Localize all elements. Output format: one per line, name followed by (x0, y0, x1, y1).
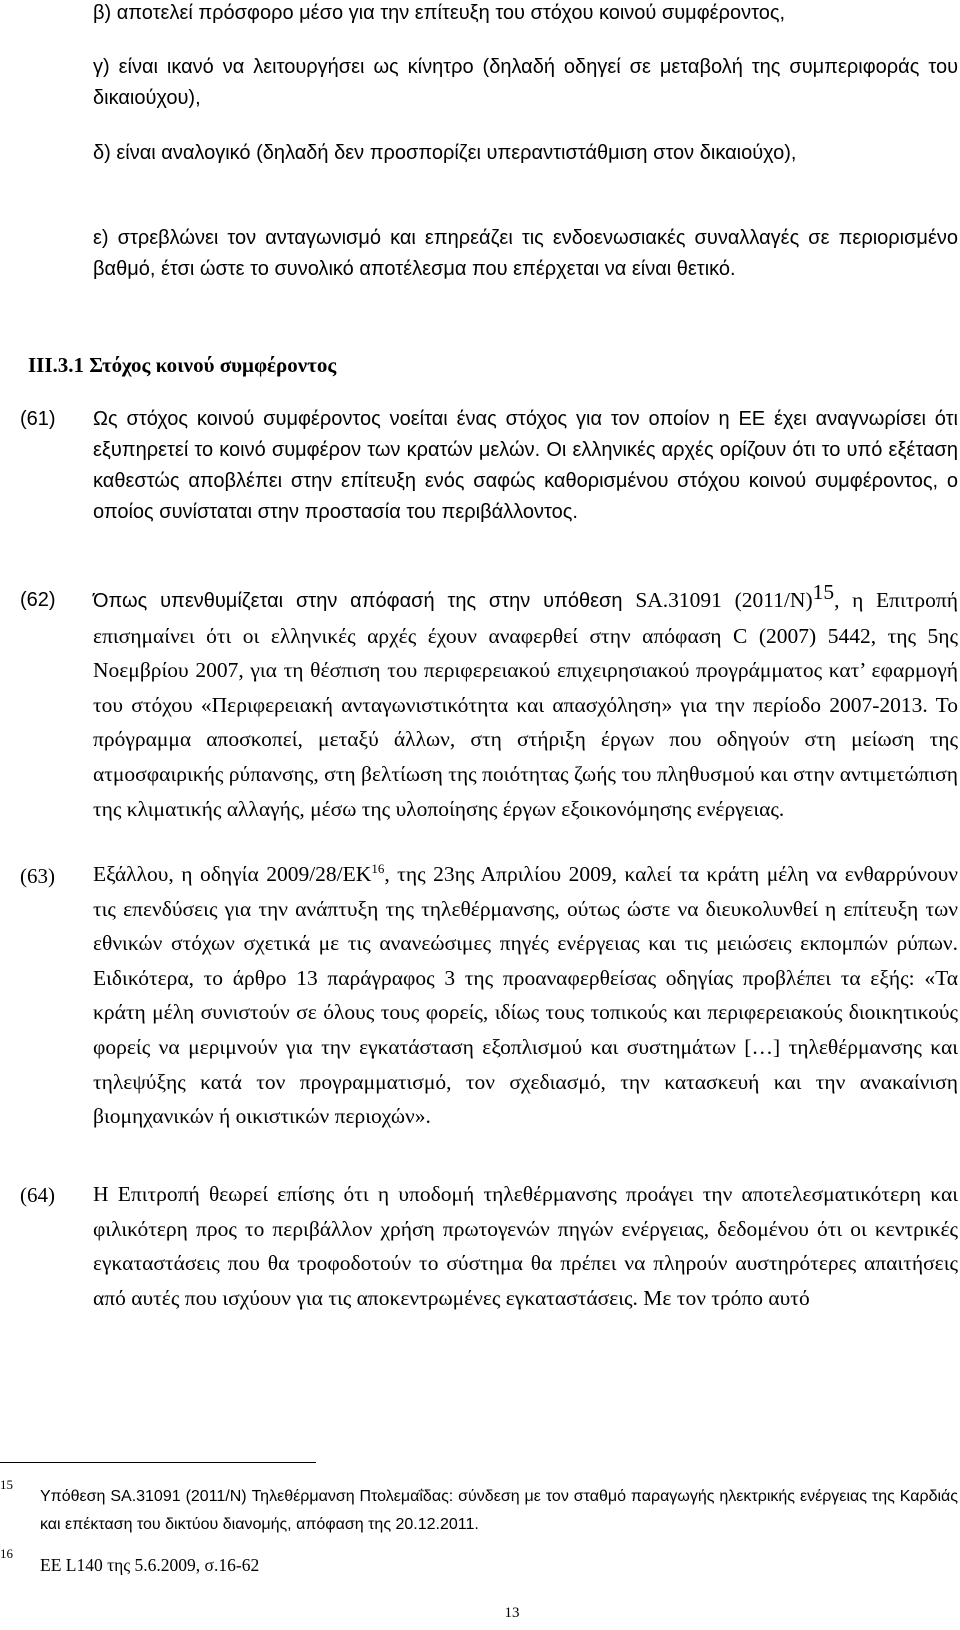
paragraph-61: Ως στόχος κοινού συμφέροντος νοείται ένας στόχος για τον οποίον η ΕΕ έχει αναγνωρίσει ότι εξυπηρετεί το κοινό συμφέρον των κρατών μελών. Οι ελληνικές αρχές ορίζουν ότι το υπό εξέταση καθεστώς αποβλέπει στην επίτευξη ενός σαφώς καθορισμένου στόχου κοινού συμφέροντος, ο οποίος συνίσταται στην προστασία του περιβάλλοντος. (93, 408, 958, 523)
paragraph-63-body: , της 23ης Απριλίου 2009, καλεί τα κράτη μέλη να ενθαρρύνουν τις επενδύσεις για την ανάπτυξη της τηλεθέρμανσης, ούτως ώστε να διευκολυνθεί η επίτευξη των εθνικών στόχων σχετικά με τις ανανεώσιμες πηγές ενέργειας και τις μειώσεις εκπομπών ρύπων. Ειδικότερα, το άρθρο 13 παράγραφος 3 της προαναφερθείσας οδηγίας προβλέπει τα εξής: «Τα κράτη μέλη συνιστούν σε όλους τους φορείς, ιδίως τους τοπικούς και περιφερειακούς διοικητικούς φορείς να μεριμνούν για την εγκατάσταση εξοπλισμού και συστημάτων […] τηλεθέρμανσης και τηλεψύξης κατά τον προγραμματισμό, τον σχεδιασμό, την κατασκευή και την ανακαίνιση βιομηχανικών ή οικιστικών περιοχών». (93, 862, 958, 1129)
paragraph-63 (93, 857, 958, 1134)
criterion-c: γ) είναι ικανό να λειτουργήσει ως κίνητρο (δηλαδή οδηγεί σε μεταβολή της συμπεριφοράς του δικαιούχου), (93, 56, 958, 109)
footnote-separator (0, 1462, 316, 1463)
paragraph-62-intro: Όπως υπενθυμίζεται στην απόφασή της στην υπόθεση (93, 590, 636, 612)
footnote-16 (40, 1552, 958, 1579)
paragraph-63-intro: Εξάλλου, η οδηγία 2009/28/ΕΚ (93, 862, 372, 886)
footnote-15-date: 20.12.2011. (395, 1516, 479, 1533)
footnote-15-description: Τηλεθέρμανση Πτολεμαΐδας: σύνδεση με τον σταθμό παραγωγής ηλεκτρικής ενέργειας της Καρδιάς και επέκταση του δικτύου διανομής, απόφαση της (40, 1488, 959, 1533)
paragraph-number-64: (64) (20, 1183, 55, 1207)
footnote-ref-15[interactable]: 15 (812, 579, 835, 604)
footnote-ref-16[interactable]: 16 (371, 860, 385, 876)
footnote-15-case: Υπόθεση SA.31091 (2011/N) (40, 1488, 252, 1505)
paragraph-64: Η Επιτροπή θεωρεί επίσης ότι η υποδομή τηλεθέρμανσης προάγει την αποτελεσματικότερη και φιλικότερη προς το περιβάλλον χρήση πρωτογενών πηγών ενέργειας, δεδομένου ότι οι κεντρικές εγκαταστάσεις που θα τροφοδοτούν το σύστημα θα πρέπει να πληρούν αυστηρότερες απαιτήσεις από αυτές που ισχύουν για τις αποκεντρωμένες εγκαταστάσεις. Με τον τρόπο αυτό (93, 1182, 958, 1310)
paragraph-62-body: , η Επιτροπή επισημαίνει ότι οι ελληνικές αρχές έχουν αναφερθεί στην απόφαση C (2007) 5442, της 5ης Νοεμβρίου 2007, για τη θέσπιση του περιφερειακού επιχειρησιακού προγράμματος κατ’ εφαρμογή του στόχου «Περιφερειακή ανταγωνιστικότητα και απασχόληση» για την περίοδο 2007-2013. Το πρόγραμμα αποσκοπεί, μεταξύ άλλων, στη στήριξη έργων που οδηγούν στη μείωση της ατμοσφαιρικής ρύπανσης, στη βελτίωση της ποιότητας ζωής του πληθυσμού και στην αντιμετώπιση της κλιματικής αλλαγής, μέσω της υλοποίησης έργων εξοικονόμησης ενέργειας. (93, 588, 959, 821)
paragraph-number-63: (63) (20, 864, 55, 888)
criterion-d: δ) είναι αναλογικό (δηλαδή δεν προσπορίζει υπεραντιστάθμιση στον δικαιούχο), (93, 142, 797, 164)
footnote-number-16: 16 (0, 1546, 13, 1561)
criterion-b: β) αποτελεί πρόσφορο μέσο για την επίτευξη του στόχου κοινού συμφέροντος, (93, 2, 786, 24)
footnote-16-reference: ΕΕ L140 της 5.6.2009, σ.16-62 (40, 1555, 260, 1575)
paragraph-62-case-ref: SA.31091 (2011/N) (635, 588, 813, 612)
paragraph-number-62: (62) (20, 589, 56, 611)
section-heading: III.3.1 Στόχος κοινού συμφέροντος (28, 353, 337, 377)
paragraph-number-61: (61) (20, 408, 56, 430)
footnote-number-15: 15 (0, 1477, 13, 1492)
footnote-15 (40, 1482, 958, 1538)
criterion-e: ε) στρεβλώνει τον ανταγωνισμό και επηρεάζει τις ενδοενωσιακές συναλλαγές σε περιορισμένο βαθμό, έτσι ώστε το συνολικό αποτέλεσμα που επέρχεται να είναι θετικό. (93, 227, 958, 280)
page-number: 13 (504, 1605, 520, 1621)
paragraph-62 (93, 579, 959, 826)
